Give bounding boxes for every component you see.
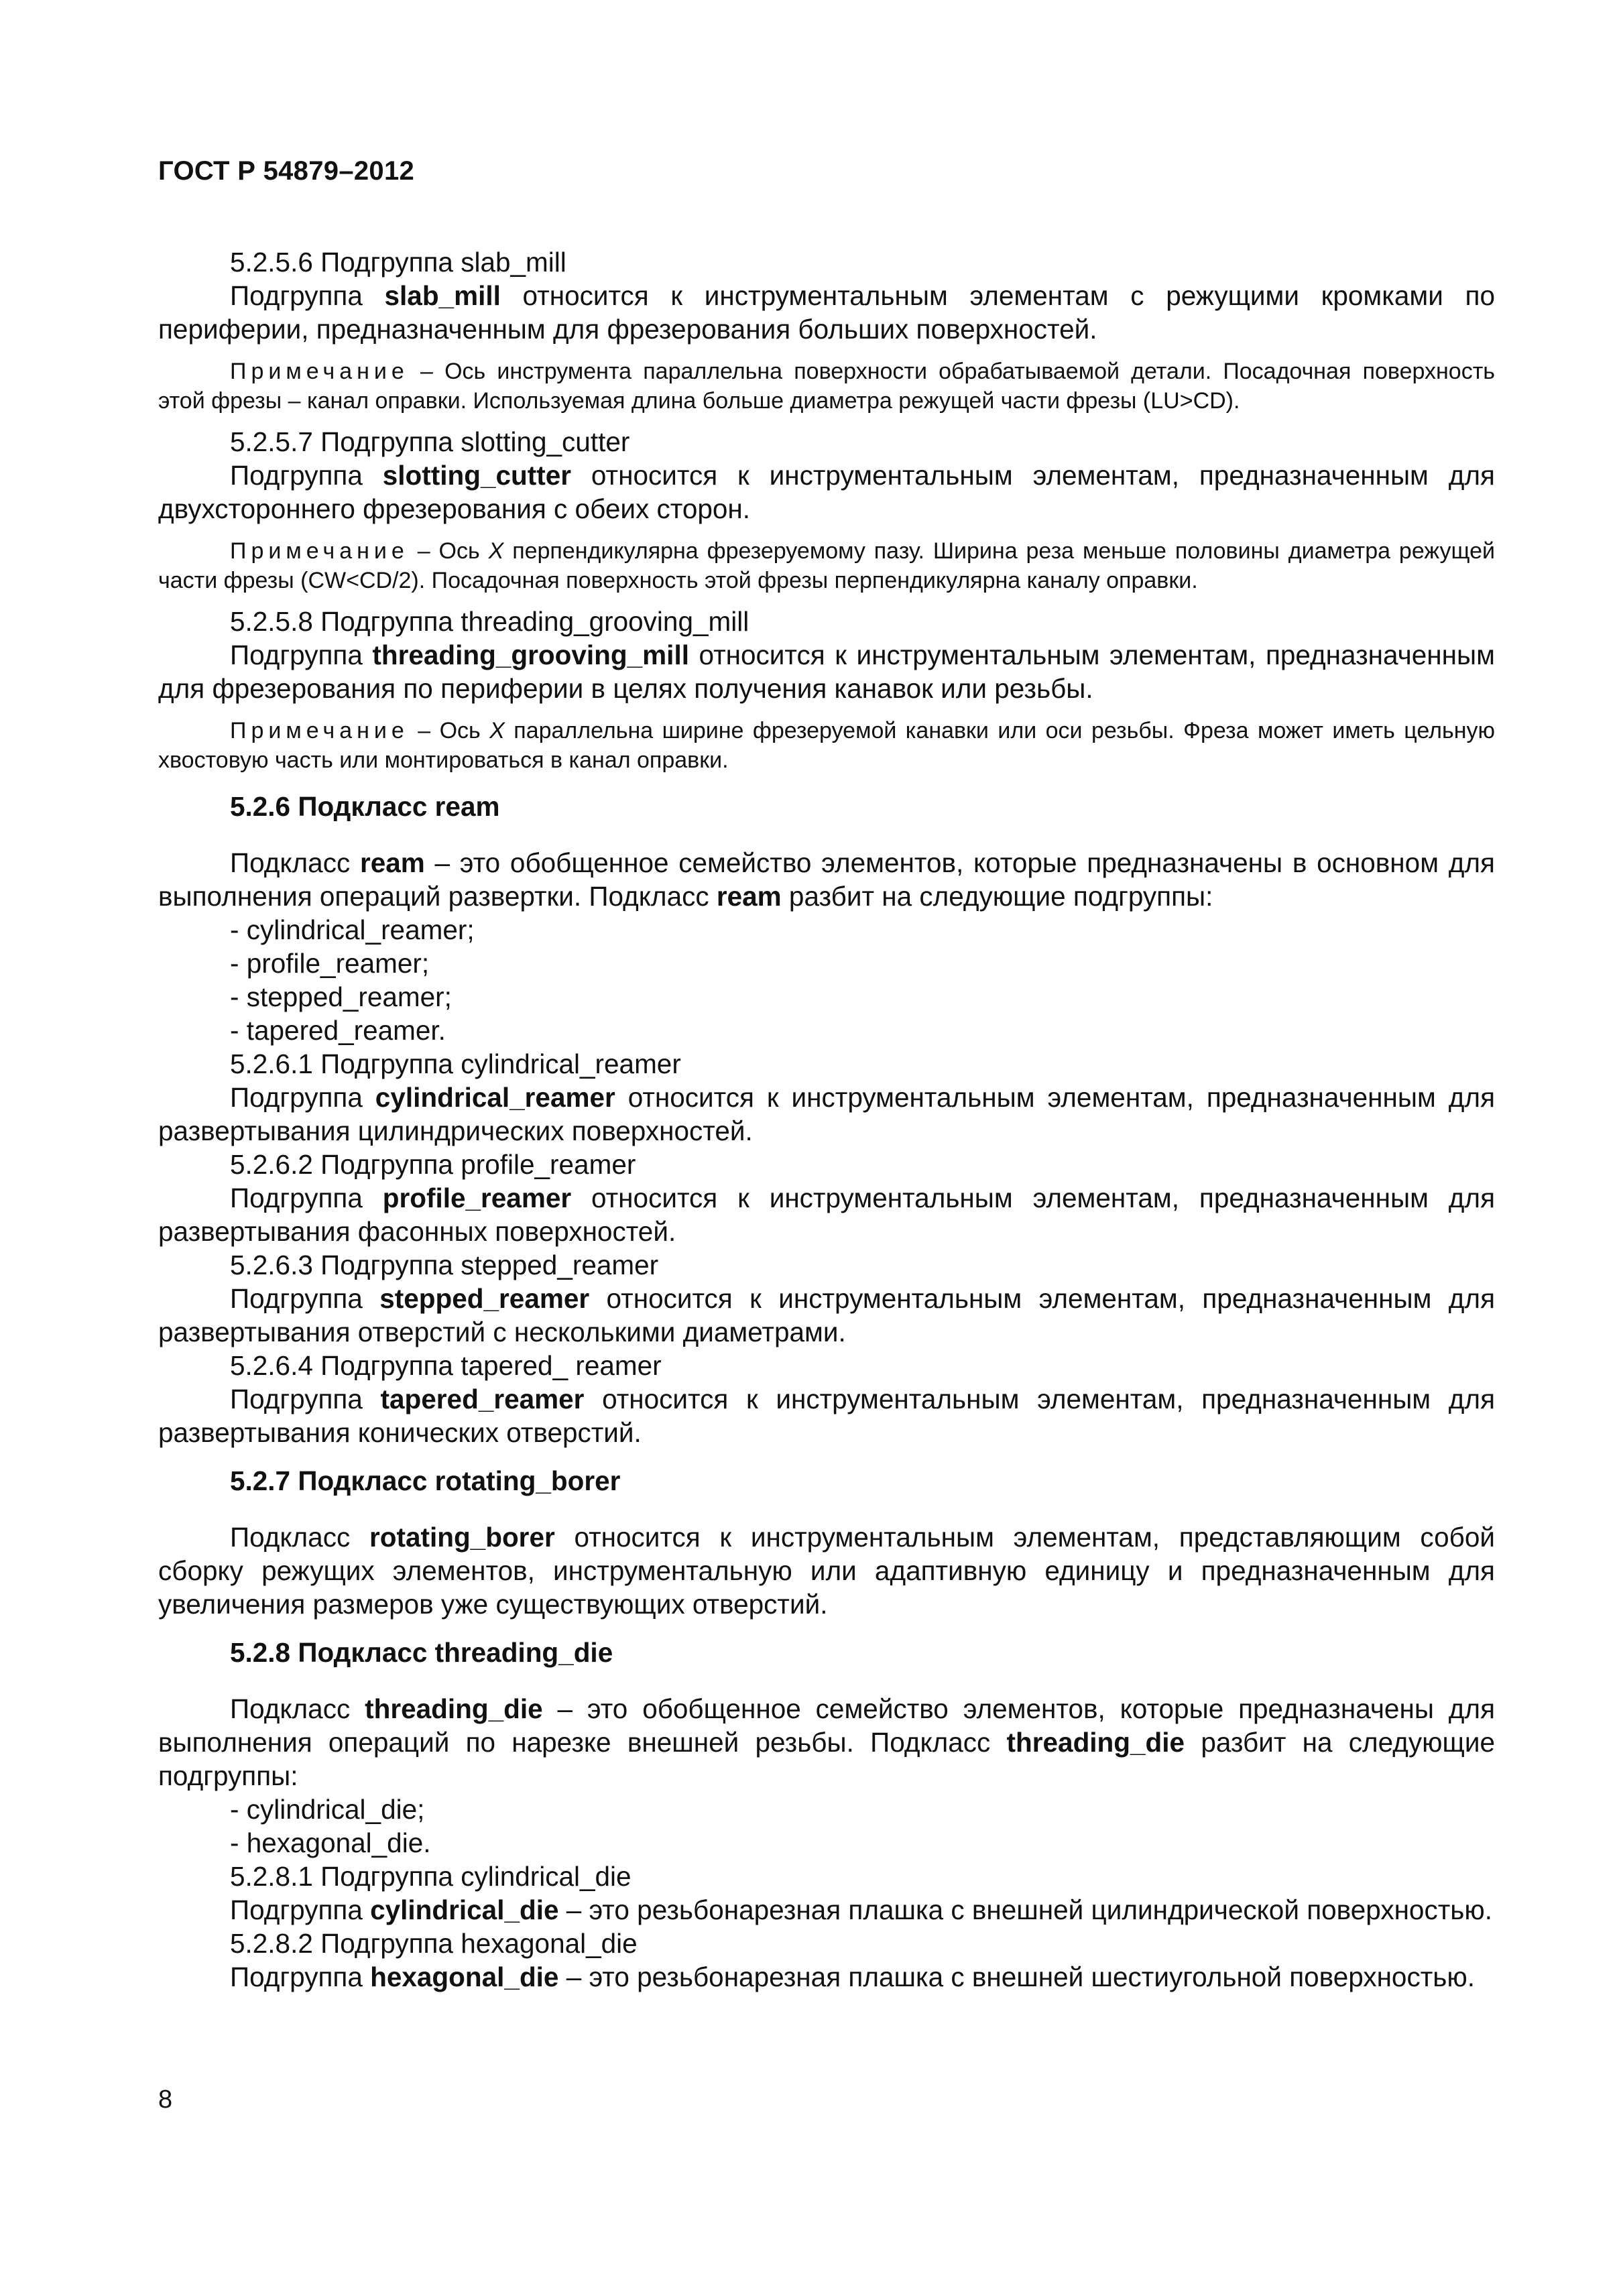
heading-5-2-6-1: 5.2.6.1 Подгруппа cylindrical_reamer bbox=[230, 1048, 681, 1079]
paragraph-cylindrical-reamer: Подгруппа cylindrical_reamer относится к инструментальным элементам, предназначенным для развертывания цилиндрических поверхностей. bbox=[158, 1082, 1495, 1146]
heading-5-2-5-8: 5.2.5.8 Подгруппа threading_grooving_mill bbox=[230, 606, 749, 637]
note-threading-grooving-mill: Примечание – Ось X параллельна ширине фрезеруемой канавки или оси резьбы. Фреза может иметь цельную хвостовую часть или монтироваться в канал оправки. bbox=[158, 718, 1495, 773]
paragraph-threading-die: Подкласс threading_die – это обобщенное семейство элементов, которые предназначены для выполнения операций по нарезке внешней резьбы. Подкласс threading_die разбит на следующие подгруппы: bbox=[158, 1693, 1495, 1791]
document-header: ГОСТ Р 54879–2012 bbox=[158, 156, 415, 186]
paragraph-rotating-borer: Подкласс rotating_borer относится к инструментальным элементам, представляющим собой сборку режущих элементов, инструментальную или адаптивную единицу и предназначенным для увеличения размеров уже существующих отверстий. bbox=[158, 1522, 1495, 1620]
heading-5-2-8-1: 5.2.8.1 Подгруппа cylindrical_die bbox=[230, 1861, 632, 1892]
note-slab-mill: Примечание – Ось инструмента параллельна поверхности обрабатываемой детали. Посадочная поверхность этой фрезы – канал оправки. Используемая длина больше диаметра режущей части фрезы (LU>CD). bbox=[158, 359, 1495, 414]
note-slotting-cutter: Примечание – Ось X перпендикулярна фрезеруемому пазу. Ширина реза меньше половины диаметра режущей части фрезы (CW<CD/2). Посадочная поверхность этой фрезы перпендикулярна каналу оправки. bbox=[158, 538, 1495, 593]
section-heading-threading-die: 5.2.8 Подкласс threading_die bbox=[230, 1637, 613, 1668]
paragraph-profile-reamer: Подгруппа profile_reamer относится к инструментальным элементам, предназначенным для развертывания фасонных поверхностей. bbox=[158, 1183, 1495, 1247]
paragraph-hexagonal-die: Подгруппа hexagonal_die – это резьбонарезная плашка с внешней шестиугольной поверхностью. bbox=[230, 1961, 1475, 1992]
heading-5-2-5-7: 5.2.5.7 Подгруппа slotting_cutter bbox=[230, 426, 630, 457]
list-item: - cylindrical_reamer; bbox=[230, 914, 475, 945]
heading-5-2-6-3: 5.2.6.3 Подгруппа stepped_reamer bbox=[230, 1250, 659, 1280]
list-item: - tapered_reamer. bbox=[230, 1015, 446, 1046]
paragraph-stepped-reamer: Подгруппа stepped_reamer относится к инструментальным элементам, предназначенным для развертывания отверстий с несколькими диаметрами. bbox=[158, 1283, 1495, 1347]
heading-5-2-8-2: 5.2.8.2 Подгруппа hexagonal_die bbox=[230, 1928, 638, 1959]
list-item: - stepped_reamer; bbox=[230, 981, 452, 1012]
page-number: 8 bbox=[158, 2086, 173, 2114]
paragraph-slotting-cutter: Подгруппа slotting_cutter относится к инструментальным элементам, предназначенным для двухстороннего фрезерования с обеих сторон. bbox=[158, 460, 1495, 524]
heading-5-2-5-6: 5.2.5.6 Подгруппа slab_mill bbox=[230, 247, 566, 278]
section-heading-ream: 5.2.6 Подкласс ream bbox=[230, 791, 500, 822]
paragraph-ream: Подкласс ream – это обобщенное семейство элементов, которые предназначены в основном для выполнения операций развертки. Подкласс ream разбит на следующие подгруппы: bbox=[158, 847, 1495, 912]
paragraph-tapered-reamer: Подгруппа tapered_reamer относится к инструментальным элементам, предназначенным для развертывания конических отверстий. bbox=[158, 1384, 1495, 1448]
heading-5-2-6-4: 5.2.6.4 Подгруппа tapered_ reamer bbox=[230, 1350, 662, 1381]
list-item: - cylindrical_die; bbox=[230, 1794, 425, 1825]
document-page bbox=[158, 134, 1495, 1994]
heading-5-2-6-2: 5.2.6.2 Подгруппа profile_reamer bbox=[230, 1149, 636, 1180]
paragraph-threading-grooving-mill: Подгруппа threading_grooving_mill относится к инструментальным элементам, предназначенным для фрезерования по периферии в целях получения канавок или резьбы. bbox=[158, 640, 1495, 704]
paragraph-cylindrical-die: Подгруппа cylindrical_die – это резьбонарезная плашка с внешней цилиндрической поверхностью. bbox=[230, 1894, 1492, 1925]
list-item: - profile_reamer; bbox=[230, 948, 430, 979]
list-item: - hexagonal_die. bbox=[230, 1827, 431, 1858]
section-heading-rotating-borer: 5.2.7 Подкласс rotating_borer bbox=[230, 1465, 621, 1496]
paragraph-slab-mill: Подгруппа slab_mill относится к инструментальным элементам с режущими кромками по периферии, предназначенным для фрезерования больших поверхностей. bbox=[158, 280, 1495, 345]
